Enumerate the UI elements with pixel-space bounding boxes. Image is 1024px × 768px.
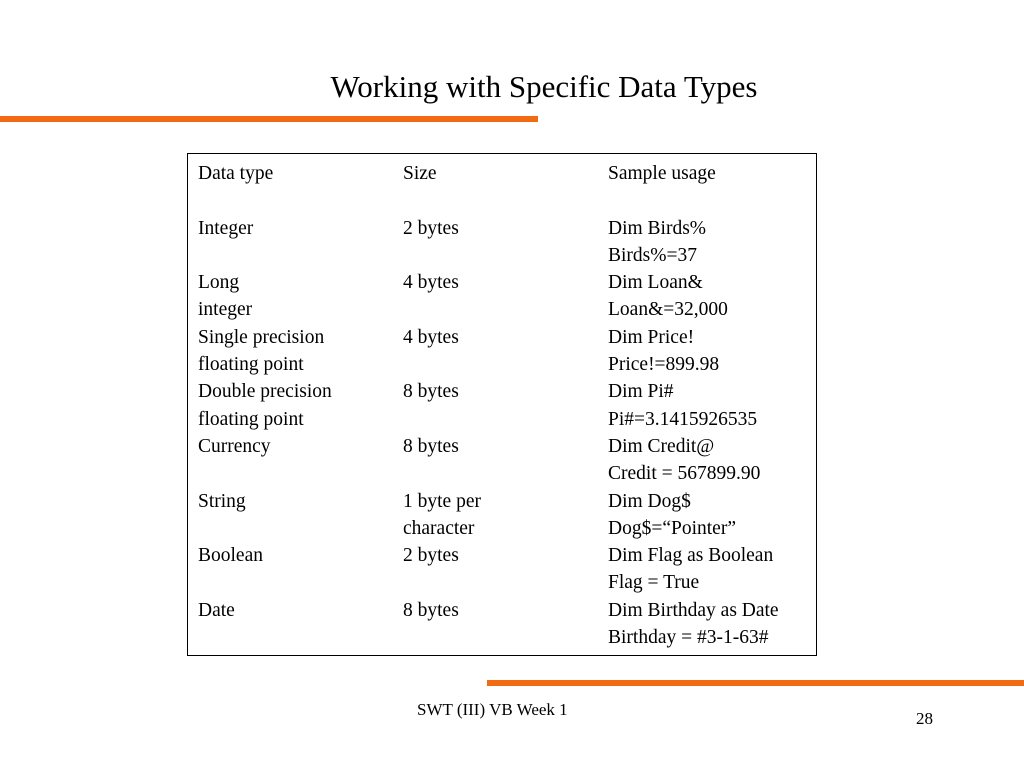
cell-sample-usage [608, 324, 813, 379]
cell-size [403, 542, 608, 597]
cell-line: Integer [198, 217, 254, 239]
cell-line: Flag = True [608, 572, 700, 594]
cell-line: Birds%=37 [608, 244, 697, 266]
header-size: Size [403, 163, 437, 184]
cell-line: Single precision [198, 326, 325, 348]
cell-size [403, 378, 608, 433]
cell-line: Dim Flag as Boolean [608, 545, 774, 567]
cell-line: floating point [198, 408, 304, 430]
table-row [198, 542, 813, 597]
cell-line: 8 bytes [403, 599, 459, 621]
cell-line: Dim Birthday as Date [608, 599, 779, 621]
cell-line: Long [198, 272, 240, 294]
cell-sample-usage [608, 597, 813, 652]
cell-sample-usage [608, 542, 813, 597]
table-row [198, 433, 813, 488]
cell-size [403, 488, 608, 543]
cell-size [403, 269, 608, 324]
cell-line: Loan&=32,000 [608, 299, 728, 321]
cell-line: Price!=899.98 [608, 354, 720, 376]
cell-size [403, 215, 608, 270]
top-accent-rule [0, 116, 538, 122]
cell-line: Date [198, 599, 235, 621]
cell-sample-usage [608, 433, 813, 488]
cell-data-type [198, 378, 403, 433]
cell-line: Dim Credit@ [608, 435, 715, 457]
cell-sample-usage [608, 378, 813, 433]
cell-data-type [198, 488, 403, 543]
cell-line: Currency [198, 435, 271, 457]
cell-data-type [198, 433, 403, 488]
cell-line: 8 bytes [403, 435, 459, 457]
page-number: 28 [916, 709, 933, 728]
cell-line: Pi#=3.1415926535 [608, 408, 758, 430]
cell-line: 8 bytes [403, 381, 459, 403]
cell-data-type [198, 324, 403, 379]
table-row [198, 215, 813, 270]
cell-line: Dim Loan& [608, 272, 703, 294]
cell-line: Dog$=“Pointer” [608, 517, 736, 539]
cell-sample-usage [608, 215, 813, 270]
cell-line: Double precision [198, 381, 332, 403]
bottom-accent-rule [487, 680, 1024, 686]
cell-sample-usage [608, 269, 813, 324]
cell-line: integer [198, 299, 253, 321]
cell-size [403, 324, 608, 379]
cell-line: Dim Pi# [608, 381, 674, 403]
slide-title: Working with Specific Data Types [330, 69, 758, 104]
cell-data-type [198, 269, 403, 324]
cell-line: 4 bytes [403, 326, 459, 348]
cell-size [403, 433, 608, 488]
cell-data-type [198, 215, 403, 270]
header-data-type: Data type [198, 163, 274, 184]
data-types-table-box [187, 153, 817, 656]
table-header-row [198, 160, 813, 187]
header-spacer-row [198, 187, 813, 214]
footer-text: SWT (III) VB Week 1 [417, 700, 568, 719]
table-row [198, 324, 813, 379]
cell-line: character [403, 517, 475, 539]
cell-line: 1 byte per [403, 490, 481, 512]
cell-data-type [198, 542, 403, 597]
header-sample-usage: Sample usage [608, 163, 716, 184]
cell-line: 2 bytes [403, 217, 459, 239]
cell-line: Birthday = #3-1-63# [608, 627, 769, 649]
cell-line: floating point [198, 354, 304, 376]
cell-data-type [198, 597, 403, 652]
table-row [198, 269, 813, 324]
cell-line: String [198, 490, 246, 512]
cell-line: Dim Birds% [608, 217, 707, 239]
table-row [198, 488, 813, 543]
cell-line: Credit = 567899.90 [608, 463, 761, 485]
cell-line: Dim Price! [608, 326, 695, 348]
cell-line: 2 bytes [403, 545, 459, 567]
data-types-table [198, 160, 813, 651]
cell-size [403, 597, 608, 652]
cell-line: Boolean [198, 545, 263, 567]
cell-sample-usage [608, 488, 813, 543]
cell-line: Dim Dog$ [608, 490, 691, 512]
table-row [198, 378, 813, 433]
cell-line: 4 bytes [403, 272, 459, 294]
table-row [198, 597, 813, 652]
